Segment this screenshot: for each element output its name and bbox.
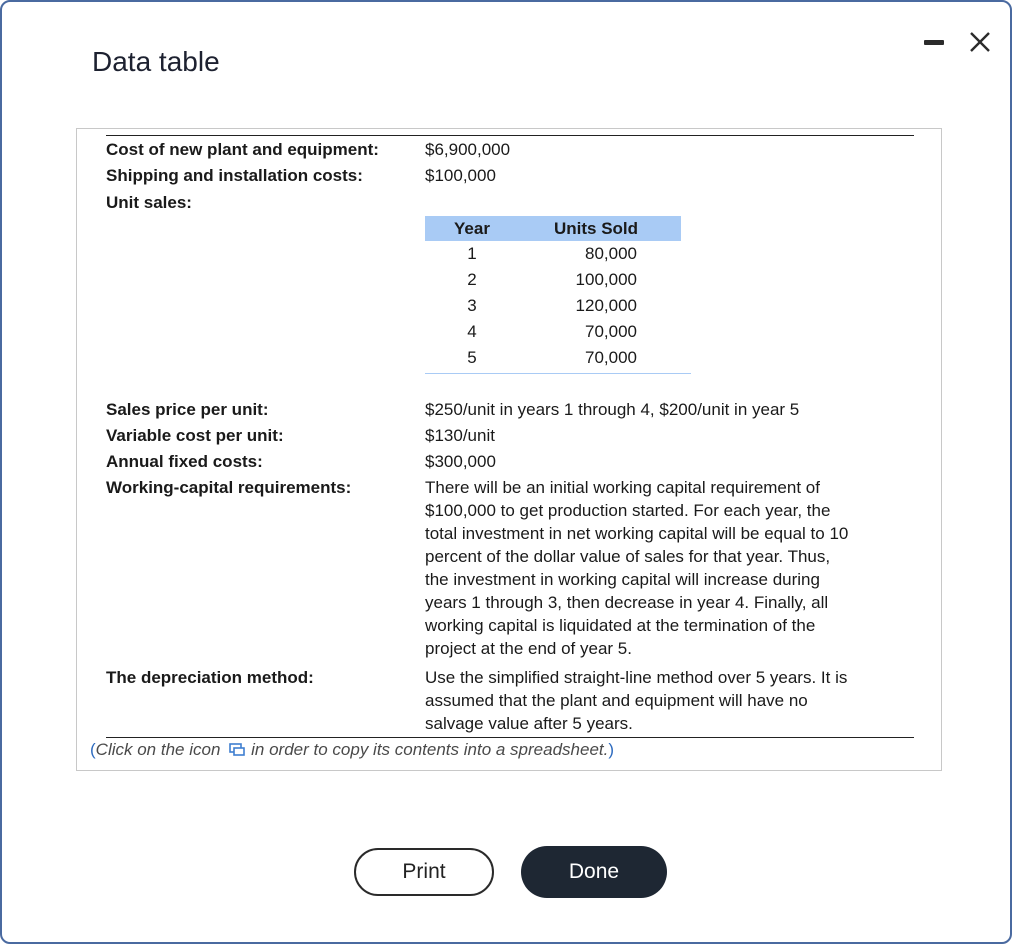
year-cell: 5 (467, 348, 477, 367)
sales-price-label: Sales price per unit: (106, 400, 269, 419)
note-text-after: in order to copy its contents into a spreadsheet. (251, 740, 609, 759)
depreciation-value (425, 666, 905, 735)
table-row (425, 267, 681, 293)
table-bottom-rule (425, 373, 691, 374)
table-row (425, 293, 681, 319)
sales-price-value: $250/unit in years 1 through 4, $200/unit in year 5 (425, 400, 800, 419)
minimize-icon[interactable] (924, 40, 944, 45)
print-button[interactable]: Print (354, 848, 494, 896)
year-cell: 1 (467, 244, 477, 263)
units-cell: 80,000 (585, 244, 637, 263)
units-cell: 120,000 (575, 296, 637, 315)
table-row (425, 241, 681, 267)
paragraph-line: the investment in working capital will increase during (425, 570, 820, 589)
unit-sales-label: Unit sales: (106, 193, 192, 212)
units-cell: 70,000 (585, 322, 637, 341)
year-cell: 4 (467, 322, 477, 341)
top-rule (106, 135, 914, 136)
paragraph-line: Use the simplified straight-line method over 5 years. It is (425, 668, 848, 687)
paragraph-line: percent of the dollar value of sales for that year. Thus, (425, 547, 831, 566)
units-header: Units Sold (553, 219, 639, 238)
table-row (425, 345, 681, 371)
paragraph-line: working capital is liquidated at the termination of the (425, 616, 816, 635)
copy-spreadsheet-icon[interactable] (229, 743, 245, 757)
dialog-title: Data table (92, 46, 220, 77)
units-cell: 70,000 (585, 348, 637, 367)
table-header (425, 216, 681, 241)
units-cell: 100,000 (575, 270, 637, 289)
cost-value: $6,900,000 (425, 140, 511, 159)
paragraph-line: $100,000 to get production started. For each year, the (425, 501, 831, 520)
year-cell: 3 (467, 296, 477, 315)
copy-instruction (90, 740, 614, 760)
paragraph-line: salvage value after 5 years. (425, 714, 633, 733)
note-text-before: Click on the icon (95, 740, 221, 759)
paragraph-line: project at the end of year 5. (425, 639, 632, 658)
depreciation-label: The depreciation method: (106, 668, 314, 687)
paragraph-line: total investment in net working capital will be equal to 10 (425, 524, 849, 543)
paragraph-line: assumed that the plant and equipment will have no (425, 691, 808, 710)
close-icon[interactable] (966, 28, 994, 56)
cost-label: Cost of new plant and equipment: (106, 140, 379, 159)
paragraph-line: years 1 through 3, then decrease in year 4. Finally, all (425, 593, 829, 612)
fixed-costs-value: $300,000 (425, 452, 496, 471)
shipping-value: $100,000 (425, 166, 496, 185)
year-header: Year (454, 219, 490, 238)
fixed-costs-label: Annual fixed costs: (106, 452, 263, 471)
table-row (425, 319, 681, 345)
working-capital-label: Working-capital requirements: (106, 478, 352, 497)
done-button[interactable]: Done (521, 846, 667, 898)
units-sold-table (425, 216, 681, 374)
variable-cost-value: $130/unit (425, 426, 495, 445)
open-paren: ( (90, 740, 96, 759)
paragraph-line: There will be an initial working capital requirement of (425, 478, 820, 497)
bottom-rule (106, 737, 914, 738)
working-capital-value (425, 476, 905, 660)
variable-cost-label: Variable cost per unit: (106, 426, 284, 445)
year-cell: 2 (467, 270, 477, 289)
close-paren: ) (608, 740, 615, 759)
shipping-label: Shipping and installation costs: (106, 166, 363, 185)
